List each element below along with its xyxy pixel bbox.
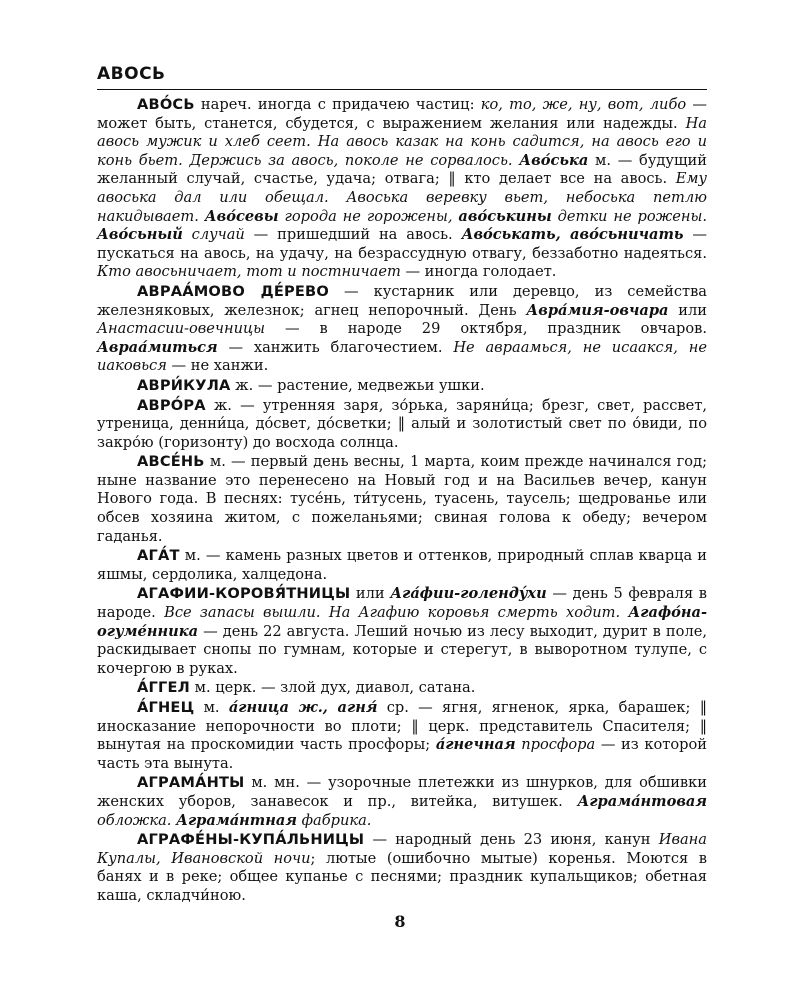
entry-avos [97,96,707,282]
entry-text: Кто авосьничает, тот и постничает [97,263,401,281]
entry-text: — день 5 февраля в народе. [97,585,707,622]
entry-text: — иногда голодает. [400,263,557,281]
entry-text: фабрика. [296,811,372,829]
page-number: 8 [394,912,406,931]
entry-avraamovo-derevo [97,283,707,376]
entry-headword: АВРО́РА [137,396,206,414]
entry-text: Авраа́миться [97,338,218,356]
entry-text: ж. — растение, медвежьи ушки. [230,376,485,394]
entry-headword: АГАФИИ-КОРОВЯ́ТНИЦЫ [137,585,351,603]
entry-text: м. [194,699,229,716]
entry-text: — пускаться на авось, на удачу, на безрассудную отвагу, беззаботно надеяться. [97,226,708,262]
entry-headword: АВО́СЬ [137,96,195,113]
entry-text: Авра́мия-овчара [526,301,669,319]
entry-text: Аграма́нтовая [577,792,707,810]
entry-headword: А́ГНЕЦ [137,699,195,716]
entry-agramanty [97,774,707,830]
entry-text: города не горожены, [278,207,453,225]
entry-avrora [97,397,707,453]
entry-text: случай [182,226,245,244]
entry-headword: АВРАА́МОВО ДЕ́РЕВО [137,282,329,300]
entry-text: м. мн. — узорочные плетежки из шнурков, для обшивки женских уборов, занавесок и пр., витейка, витушек. [97,774,707,810]
entry-headword: АВСЕ́НЬ [137,453,205,471]
entry-text: — в народе 29 октября, праздник овчаров. [265,320,707,338]
entry-text: Не авраамься, не исаакся, не иаковься [97,338,707,375]
entry-text: — народный день 23 июня, канун [364,831,659,849]
entry-text: м. церк. — злой дух, диавол, сатана. [189,679,476,697]
entry-text: Ему авоська дал или обещал. Авоська веревку вьет, небоська петлю накидывает. [97,170,707,225]
entry-text: ж. — утренняя заря, зо́рька, заряни́ца; брезг, свет, рассвет, утреница, денни́ца, до́свет, до́светки; ‖ алый и золотистый свет по о́види, по закро́ю (горизонту) до восхода солнца. [97,396,707,451]
entry-text: Аво́сьный [97,226,183,244]
entry-text: или [668,301,707,319]
entry-text: — из которой часть эта вынута. [97,736,708,772]
entry-text: ср. — ягня, ягненок, ярка, барашек; ‖ иносказание непорочности во плоти; ‖ церк. представитель Спасителя; ‖ вынутая на проскомидии часть просфоры; [97,699,707,754]
entry-aggel [97,679,707,698]
entry-text: Агафо́на-огуме́нника [97,604,708,640]
entry-text: а́гнечная [435,736,516,754]
entry-text: — день 22 августа. Леший ночью из лесу выходит, дурит в поле, раскидывает снопы по гумнам, которые и стерегут, в выворотном тулупе, с кочергою в руках. [97,622,707,677]
entry-headword: АВРИ́КУЛА [137,376,231,394]
entry-text: а́гница ж., агня́ [228,699,378,716]
entry-text: Анастасии-овечницы [97,320,266,338]
entry-text: Ивана Купалы, Ивановской ночи [97,831,707,867]
entry-headword: АГА́Т [137,547,180,565]
entry-text: м. — камень разных цветов и оттенков, природный сплав кварца и яшмы, сердолика, халцедона. [97,547,707,583]
entry-text: ; лютые (ошибочно мытые) коренья. Моются в банях и в реке; общее купанье с песнями; праздник купальщиков; обетная каша, складчи́ною. [97,849,707,904]
entry-headword: АГРАМА́НТЫ [137,774,245,792]
entry-text: или [350,585,391,603]
entry-text: На авось мужик и хлеб сеет. На авось казак на конь садится, на авось его и конь бьет. Держись за авось, поколе не сорвалось. [97,114,707,169]
entry-text: — не ханжи. [166,357,269,375]
entry-text: — ханжить благочестием. [217,338,454,356]
entry-text: нареч. иногда с придачею частиц: [194,96,481,113]
entry-headword: АГРАФЕ́НЫ-КУПА́ЛЬНИЦЫ [137,831,365,849]
entry-text: аво́ськины [458,207,552,225]
entry-text: Аво́ськать, аво́сьничать [461,226,684,244]
entry-text: Ага́фии-голендýхи [390,585,547,603]
entry-text: м. — первый день весны, 1 марта, коим прежде начинался год; ныне название это перенесено на Новый год и на Васильев вечер, канун Нового года. В песнях: тусе́нь, ти́тусень, туасень, таусель; щедрованье или обсев хозяина житом, с пожеланьями; свиная голова к обеду; вечером гаданья. [97,453,707,545]
entry-text: детки не рожены. [551,207,708,225]
entry-headword: А́ГГЕЛ [137,679,190,697]
entry-text: — пришедший на авось. [244,226,462,244]
entry-agafii-korovyatnitsy [97,585,707,678]
entry-text: ко, то, же, ну, вот, либо [480,96,687,113]
entry-text: обложка. [97,811,172,829]
entry-agat [97,547,707,584]
entry-agrafeny-kupalnitsy [97,831,707,905]
running-head: АВОСЬ [97,64,166,84]
entry-agnets [97,699,707,773]
entry-text: просфора [515,736,596,754]
dictionary-entries [97,96,707,906]
entry-text: — может быть, станется, сбудется, с выражением желания или надежды. [97,96,708,132]
header-rule [97,89,707,90]
entry-text: Аво́севы [204,207,279,225]
entry-text: Все запасы вышли. На Агафию коровья смерть ходит. [164,604,621,622]
entry-text: Аво́ська [519,151,589,169]
entry-avrikula [97,377,707,396]
entry-text: Аграма́нтная [176,811,297,829]
entry-text: м. — будущий желанный случай, счастье, удача; отвага; ‖ кто делает все на авось. [97,151,708,188]
entry-avsen [97,453,707,546]
entry-text: — кустарник или деревцо, из семейства железняковых, железнок; агнец непорочный. День [97,282,707,319]
